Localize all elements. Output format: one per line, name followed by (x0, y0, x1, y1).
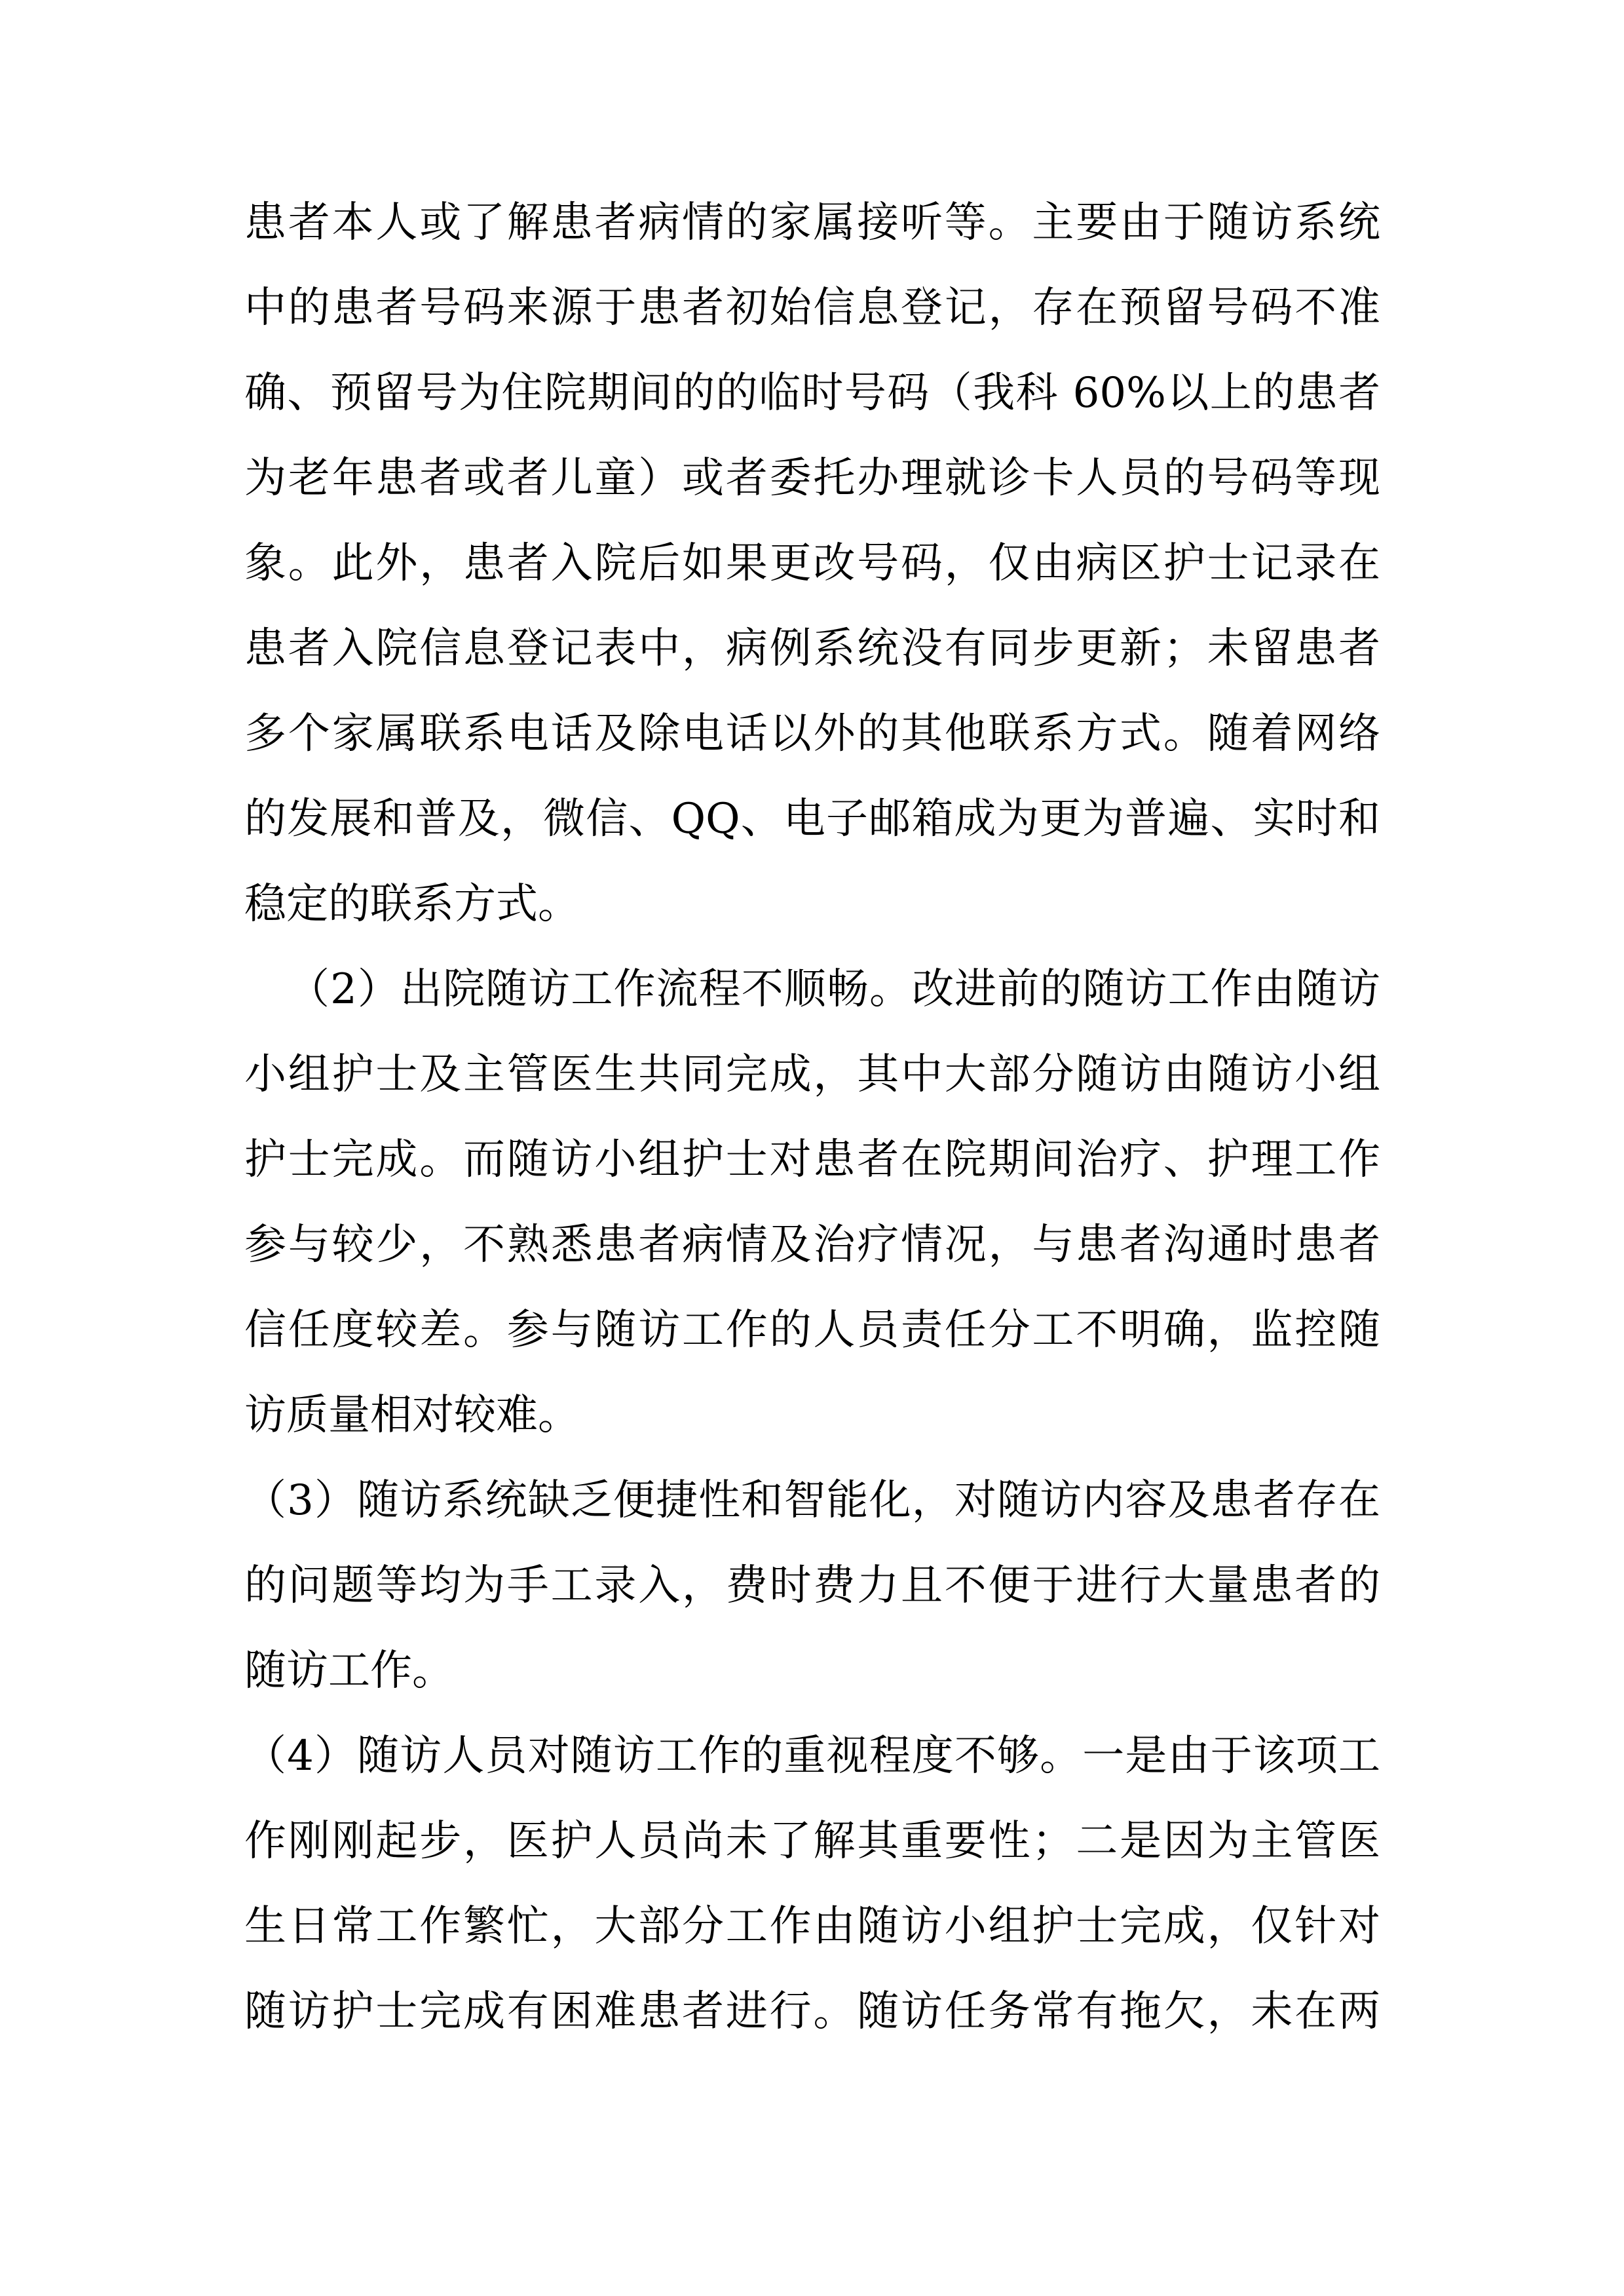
text-line: 护士完成。而随访小组护士对患者在院期间治疗、护理工作 (244, 1136, 1380, 1184)
text-line: 为老年患者或者儿童）或者委托办理就诊卡人员的号码等现 (244, 454, 1380, 503)
body-text (244, 180, 1380, 2054)
text-line: 访质量相对较难。 (244, 1391, 580, 1440)
list-item-3-system (244, 1458, 1380, 1713)
text-line: 参与较少，不熟悉患者病情及治疗情况，与患者沟通时患者 (244, 1221, 1380, 1269)
text-line: （3）随访系统缺乏便捷性和智能化，对随访内容及患者存在 (244, 1476, 1380, 1525)
text-line: 作刚刚起步，医护人员尚未了解其重要性；二是因为主管医 (244, 1817, 1380, 1866)
text-line: 稳定的联系方式。 (244, 880, 580, 928)
text-line: 确、预留号为住院期间的的临时号码（我科 60%以上的患者 (244, 369, 1380, 417)
text-line: 患者入院信息登记表中，病例系统没有同步更新；未留患者 (244, 624, 1380, 673)
text-line: 象。此外，患者入院后如果更改号码，仅由病区护士记录在 (244, 539, 1380, 588)
text-line: 随访护士完成有困难患者进行。随访任务常有拖欠，未在两 (244, 1987, 1380, 2036)
text-line: 患者本人或了解患者病情的家属接听等。主要由于随访系统 (244, 199, 1380, 247)
text-line: 生日常工作繁忙，大部分工作由随访小组护士完成，仅针对 (244, 1902, 1380, 1951)
text-line: （4）随访人员对随访工作的重视程度不够。一是由于该项工 (244, 1732, 1380, 1780)
text-line: （2）出院随访工作流程不顺畅。改进前的随访工作由随访 (288, 965, 1380, 1014)
text-line: 随访工作。 (244, 1647, 454, 1695)
text-line: 中的患者号码来源于患者初始信息登记，存在预留号码不准 (244, 284, 1380, 332)
list-item-4-staff-attention (244, 1713, 1380, 2054)
text-line: 多个家属联系电话及除电话以外的其他联系方式。随着网络 (244, 710, 1380, 758)
text-line: 的问题等均为手工录入，费时费力且不便于进行大量患者的 (244, 1561, 1380, 1610)
text-line: 信任度较差。参与随访工作的人员责任分工不明确，监控随 (244, 1306, 1380, 1354)
paragraph-contact-issues (244, 180, 1380, 947)
text-line: 小组护士及主管医生共同完成，其中大部分随访由随访小组 (244, 1050, 1380, 1099)
text-line: 的发展和普及，微信、QQ、电子邮箱成为更为普遍、实时和 (244, 795, 1380, 843)
list-item-2-workflow (244, 947, 1380, 1458)
